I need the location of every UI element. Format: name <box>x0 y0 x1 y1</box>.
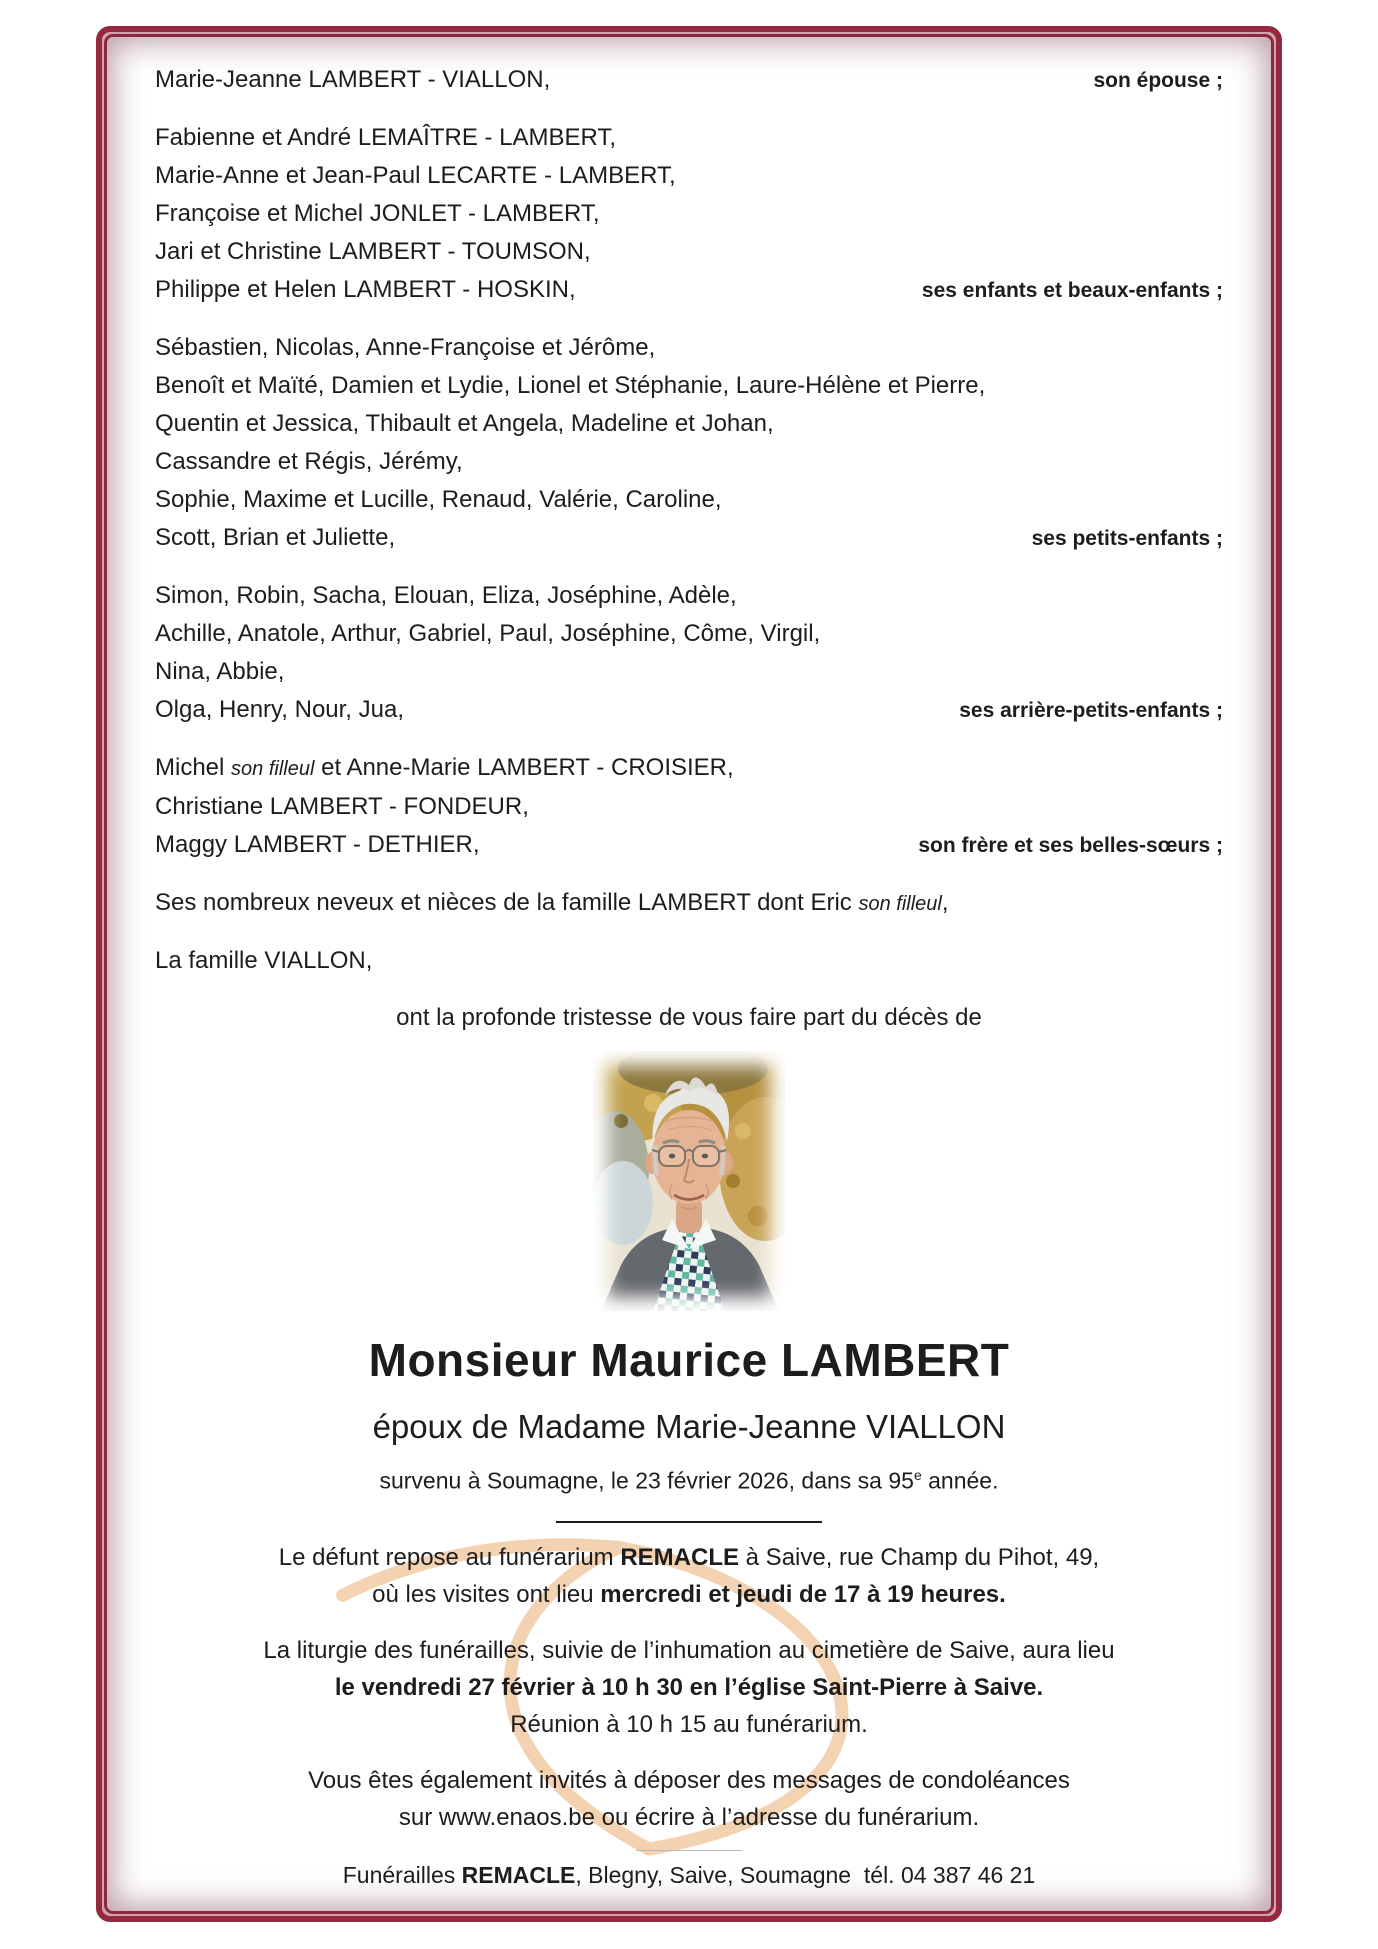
mourner-line: Sébastien, Nicolas, Anne-Françoise et Jérôme, <box>155 334 656 361</box>
godson-note: son filleul <box>231 758 315 780</box>
mourners-group-spouse <box>155 61 1223 100</box>
footer-separator-line <box>636 1850 742 1851</box>
mourners-group-grandchildren <box>155 329 1223 558</box>
condolences-paragraph: Vous êtes également invités à déposer des messages de condoléances sur www.enaos.be ou écrire à l’adresse du funérarium. <box>308 1766 1070 1831</box>
inner-frame <box>104 34 1274 1914</box>
spouse-line: époux de Madame Marie-Jeanne VIALLON <box>372 1408 1006 1445</box>
mourner-line: Benoît et Maïté, Damien et Lydie, Lionel et Stéphanie, Laure-Hélène et Pierre, <box>155 372 986 399</box>
separator-line <box>556 1521 822 1523</box>
relation-label: son frère et ses belles-sœurs ; <box>918 834 1223 857</box>
mourner-line: Marie-Jeanne LAMBERT - VIALLON, <box>155 66 551 93</box>
portrait-photo <box>593 1051 785 1311</box>
funeral-home-footer: Funérailles REMACLE, Blegny, Saive, Soumagne tél. 04 387 46 21 <box>342 1861 1036 1888</box>
repose-paragraph: Le défunt repose au funérarium REMACLE à Saive, rue Champ du Pihot, 49, où les visites ont lieu mercredi et jeudi de 17 à 19 heures. <box>278 1543 1100 1608</box>
mourners-group-great-grandchildren <box>155 577 1223 730</box>
funeral-details <box>155 1539 1223 1836</box>
mourner-line: Maggy LAMBERT - DETHIER, <box>155 831 480 858</box>
mourner-line: Marie-Anne et Jean-Paul LECARTE - LAMBERT, <box>155 162 676 189</box>
announcement-intro: ont la profonde tristesse de vous faire part du décès de <box>396 1004 982 1031</box>
mourner-line: Philippe et Helen LAMBERT - HOSKIN, <box>155 276 576 303</box>
godson-note: son filleul <box>858 893 942 915</box>
nephews-line: Ses nombreux neveux et nièces de la famille LAMBERT dont Eric son filleul, <box>155 889 949 916</box>
mourner-line: Simon, Robin, Sacha, Elouan, Eliza, Joséphine, Adèle, <box>155 582 737 609</box>
mourner-line: Françoise et Michel JONLET - LAMBERT, <box>155 200 600 227</box>
mourner-line: Quentin et Jessica, Thibault et Angela, Madeline et Johan, <box>155 410 774 437</box>
mourner-line: Fabienne et André LEMAÎTRE - LAMBERT, <box>155 124 617 151</box>
relation-label: son épouse ; <box>1093 69 1223 92</box>
mourners-group-siblings <box>155 749 1223 865</box>
mourner-line: Scott, Brian et Juliette, <box>155 524 396 551</box>
mourner-line: Michel son filleul et Anne-Marie LAMBERT - CROISIER, <box>155 754 734 781</box>
photo-feathered-edge <box>593 1051 785 1311</box>
mourner-line: Jari et Christine LAMBERT - TOUMSON, <box>155 238 591 265</box>
relation-label: ses arrière-petits-enfants ; <box>959 699 1223 722</box>
decorative-border-frame <box>96 26 1282 1922</box>
mourner-line: Achille, Anatole, Arthur, Gabriel, Paul, Joséphine, Côme, Virgil, <box>155 620 821 647</box>
family-line: La famille VIALLON, <box>155 947 373 974</box>
death-line: survenu à Soumagne, le 23 février 2026, dans sa 95e année. <box>379 1467 999 1494</box>
mourner-line: Sophie, Maxime et Lucille, Renaud, Valérie, Caroline, <box>155 486 722 513</box>
deceased-name: Monsieur Maurice LAMBERT <box>368 1334 1010 1386</box>
mourner-line: Olga, Henry, Nour, Jua, <box>155 696 404 723</box>
mourner-line: Nina, Abbie, <box>155 658 285 685</box>
liturgy-paragraph: La liturgie des funérailles, suivie de l’inhumation au cimetière de Saive, aura lieu le vendredi 27 février à 10 h 30 en l’église Saint-Pierre à Saive. Réunion à 10 h 15 au funérarium. <box>263 1636 1115 1738</box>
mourners-group-children <box>155 119 1223 310</box>
mourner-line: Cassandre et Régis, Jérémy, <box>155 448 463 475</box>
relation-label: ses enfants et beaux-enfants ; <box>921 279 1223 302</box>
mourner-line: Christiane LAMBERT - FONDEUR, <box>155 793 529 820</box>
announcement-content <box>107 37 1271 1911</box>
relation-label: ses petits-enfants ; <box>1031 527 1223 550</box>
